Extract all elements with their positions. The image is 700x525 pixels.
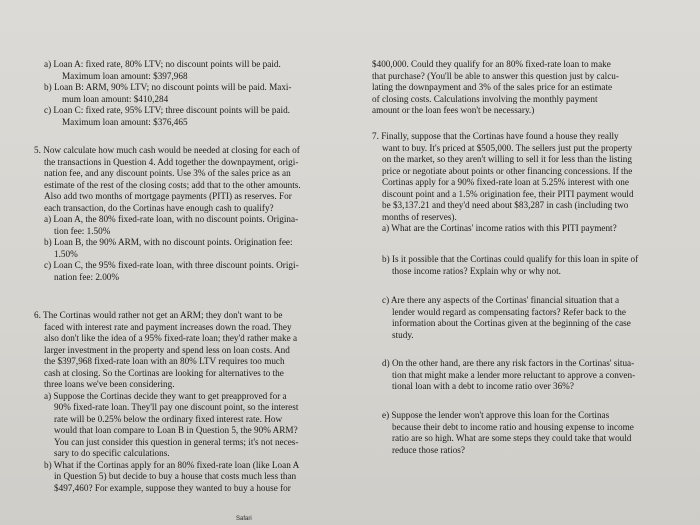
safari-label: Safari: [236, 516, 252, 522]
text-line: those income ratios? Explain why or why not.: [392, 265, 561, 276]
text-line: nation fee: 2.00%: [54, 271, 120, 282]
text-line: Also add two months of mortgage payments (PITI) as reserves. For: [44, 191, 292, 201]
text-line: months of reserves).: [382, 211, 457, 222]
text-line: each transaction, do the Cortinas have enough cash to qualify?: [44, 202, 274, 213]
text-line: b) Loan B, the 90% ARM, with no discount points. Origination fee:: [44, 237, 293, 247]
text-line: c) Loan C: fixed rate, 95% LTV; three discount points will be paid.: [44, 105, 290, 115]
text-line: ratio are so high. What are some steps they could take that would: [392, 433, 632, 443]
question-7e: [372, 410, 677, 456]
text-line: sary to do specific calculations.: [54, 448, 170, 458]
text-line: a) Loan A, the 80% fixed-rate loan, with no discount points. Origina-: [44, 214, 299, 224]
text-line: in Question 5) but decide to buy a house that costs much less than: [54, 471, 297, 481]
text-line: 5. Now calculate how much cash would be needed at closing for each of: [34, 145, 300, 155]
text-line: lender would regard as compensating factors? Refer back to the: [392, 306, 626, 317]
question-7: [372, 131, 677, 235]
text-line: price or negotiate about points or other financing concessions. If the: [382, 165, 633, 176]
text-line: b) Is it possible that the Cortinas could qualify for this loan in spite of: [382, 254, 639, 264]
text-line: be $3,137.21 and they'd need about $83,287 in cash (including two: [382, 200, 629, 210]
text-line: lating the downpayment and 3% of the sales price for an estimate: [372, 82, 613, 92]
text-line: $400,000. Could they qualify for an 80% fixed-rate loan to make: [372, 59, 611, 69]
text-line: larger investment in the property and spend less on loan costs. And: [44, 344, 290, 355]
text-line: Cortinas apply for a 90% fixed-rate loan at 5.25% interest with one: [382, 177, 629, 187]
text-line: also don't like the idea of a 95% fixed-rate loan; they'd rather make a: [44, 333, 298, 343]
text-line: want to buy. It's priced at $505,000. The sellers just put the property: [382, 142, 633, 153]
text-line: tion fee: 1.50%: [54, 225, 111, 236]
text-line: c) Loan C, the 95% fixed-rate loan, with three discount points. Origi-: [44, 260, 299, 270]
question-7b: [372, 254, 677, 277]
text-line: estimate of the rest of the closing costs; add that to the other amounts.: [44, 179, 301, 190]
text-line: on the market, so they aren't willing to sell it for less than the listing: [382, 154, 632, 164]
question-6: [34, 310, 334, 494]
text-line: d) On the other hand, are there any risk factors in the Cortinas' situa-: [382, 358, 635, 368]
text-line: $497,460? For example, suppose they wanted to buy a house for: [54, 482, 291, 493]
text-line: the $397,968 fixed-rate loan with an 80% LTV requires too much: [44, 356, 285, 366]
text-line: three loans we've been considering.: [44, 379, 175, 389]
text-line: of closing costs. Calculations involving the monthly payment: [372, 93, 598, 104]
text-line: that purchase? (You'll be able to answer this question just by calcu-: [372, 70, 619, 81]
text-line: 90% fixed-rate loan. They'll pay one discount point, so the interest: [54, 402, 299, 412]
text-line: a) Suppose the Cortinas decide they want to get preapproved for a: [44, 390, 287, 401]
text-line: nation fee, and any discount points. Use 3% of the sales price as an: [44, 168, 291, 178]
text-line: reduce those ratios?: [392, 444, 465, 455]
text-line: You can just consider this question in general terms; it's not neces-: [54, 436, 299, 447]
text-line: c) Are there any aspects of the Cortinas' financial situation that a: [382, 295, 620, 305]
text-line: a) Loan A: fixed rate, 80% LTV; no discount points will be paid.: [44, 59, 281, 69]
text-line: Maximum loan amount: $397,968: [62, 70, 188, 81]
text-line: 1.50%: [54, 248, 78, 259]
text-line: 6. The Cortinas would rather not get an ARM; they don't want to be: [34, 310, 283, 320]
question-5: [34, 145, 334, 283]
text-line: discount point and a 1.5% origination fee, their PITI payment would: [382, 188, 634, 199]
text-line: study.: [392, 329, 414, 340]
text-line: the transactions in Question 4. Add together the downpayment, origi-: [44, 156, 299, 167]
text-line: 7. Finally, suppose that the Cortinas have found a house they really: [372, 131, 619, 141]
text-line: information about the Cortinas given at the beginning of the case: [392, 318, 631, 328]
text-line: faced with interest rate and payment increases down the road. They: [44, 321, 292, 332]
text-line: rate will be 0.25% below the ordinary fixed interest rate. How: [54, 413, 283, 424]
text-line: mum loan amount: $410,284: [62, 93, 169, 104]
text-line: amount or the loan fees won't be necessary.): [372, 105, 535, 115]
text-line: because their debt to income ratio and housing expense to income: [392, 421, 634, 432]
question-7d: [372, 358, 677, 393]
text-line: b) What if the Cortinas apply for an 80% fixed-rate loan (like Loan A: [44, 459, 300, 470]
text-line: a) What are the Cortinas' income ratios with this PITI payment?: [382, 223, 617, 233]
text-line: e) Suppose the lender won't approve this loan for the Cortinas: [382, 410, 610, 420]
loans-list: [34, 59, 334, 128]
question-7c: [372, 295, 677, 341]
text-line: Maximum loan amount: $376,465: [62, 116, 188, 127]
text-line: tion that might make a lender more reluctant to approve a conven-: [392, 369, 636, 380]
question-6-continued: [372, 59, 677, 117]
text-line: would that loan compare to Loan B in Question 5, the 90% ARM?: [54, 425, 298, 435]
text-line: b) Loan B: ARM, 90% LTV; no discount points will be paid. Maxi-: [44, 82, 292, 92]
text-line: tional loan with a debt to income ratio over 36%?: [392, 381, 574, 391]
text-line: cash at closing. So the Cortinas are looking for alternatives to the: [44, 367, 284, 378]
